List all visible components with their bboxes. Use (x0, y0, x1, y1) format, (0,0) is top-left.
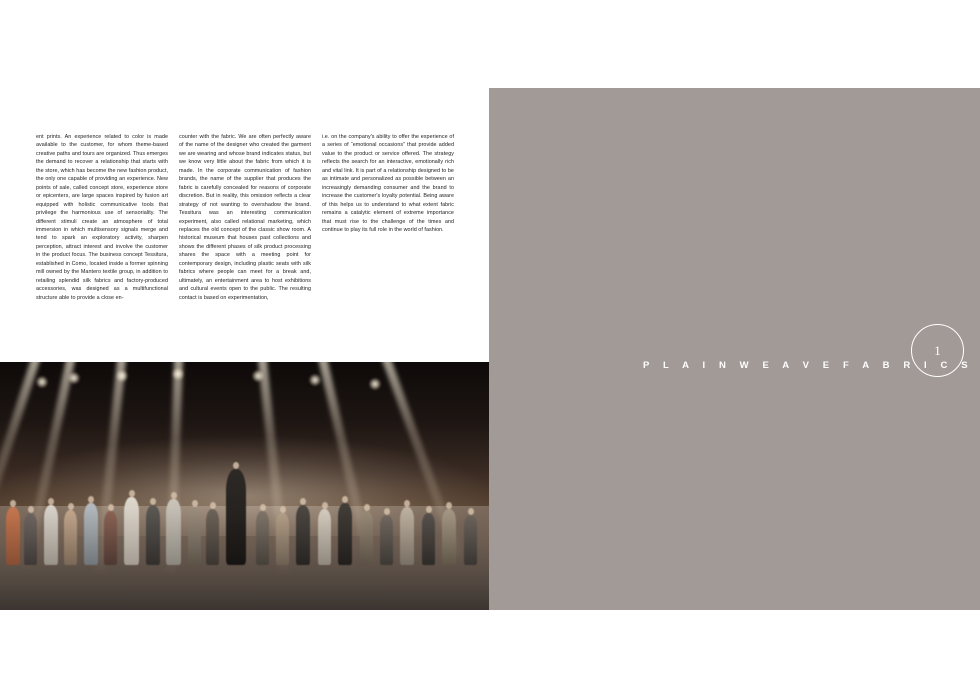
text-columns (36, 133, 454, 302)
right-panel-upper (489, 88, 980, 366)
figure (64, 510, 77, 565)
text-column-3 (322, 133, 454, 302)
figure (296, 505, 310, 565)
figure (422, 513, 435, 565)
figure (318, 509, 331, 565)
spotlight (68, 372, 80, 384)
figure (276, 513, 289, 565)
figure (166, 499, 181, 565)
spotlight (172, 368, 184, 380)
figure (464, 515, 477, 565)
spotlight (309, 374, 321, 386)
figure (24, 513, 37, 565)
spotlight (116, 370, 128, 382)
text-column-1 (36, 133, 168, 302)
spotlight (36, 376, 48, 388)
figure-center (226, 469, 246, 565)
figure (104, 511, 117, 565)
column-3-body: i.e. on the company's ability to offer the experience of a series of “emotional occasions” that provide added value to the product or service offered. The strategy reflects the search for an interactive, emotionally rich and vital link. It is part of a relationship designed to be as intimate and personalized as possible between an increasingly demanding consumer and the brand to increase the customer's loyalty potential. Being aware of this helps us to understand to what extent fabric remains a catalytic element of extreme importance that must rise to the challenge of the times and continue to play its full role in the world of fashion. (322, 134, 454, 233)
figure (256, 511, 269, 565)
figure (206, 509, 219, 565)
figure (124, 497, 139, 565)
figure (360, 511, 373, 565)
figure (442, 509, 456, 565)
figure (380, 515, 393, 565)
page-number: 1 (934, 342, 941, 358)
runway-show-photograph (0, 362, 489, 610)
spotlight (252, 370, 264, 382)
section-title: P L A I N W E A V E F A B R I C S (643, 360, 974, 371)
figure (84, 503, 98, 565)
spotlight (369, 378, 381, 390)
figure (400, 507, 414, 565)
figure (188, 507, 201, 565)
right-panel-lower (489, 366, 980, 610)
figure (146, 505, 160, 565)
column-2-body: counter with the fabric. We are often perfectly aware of the name of the designer who created the garment we are wearing and whose brand indicates status, but we know very little about the fabric from which it is made. In the corporate communication of fashion brands, the name of the supplier that produces the fabric is carefully concealed for reasons of corporate discretion. But in reality, this omission reflects a clear strategy of not wanting to overshadow the brand. Tessitura was an interesting communication experiment, also called relational marketing, which replaces the old concept of the classic show room. A historical museum that houses past collections and shows the different phases of silk product processing shares the space with a meeting point for contemporary design, including plastic seats with silk fabrics where people can meet for a break and, ultimately, an entertainment area to host exhibitions and cultural events open to the public. The resulting contact is based on experimentation, (179, 134, 311, 301)
figure (338, 503, 352, 565)
page-number-badge (911, 324, 964, 377)
column-1-body: ent prints. An experience related to color is made available to the customer, for whom theme-based creative paths and tours are organized. Thus emerges the demand to recover a relationship that starts with the store, which has become the new fashion product, the only one capable of providing an experience. New points of sale, called concept store, experience store or epicenters, are large spaces inspired by fusion art equipped with holistic communicative tools that privilege the harmonious use of sensoriality. The different stimuli create an atmosphere of total immersion in which multisensory signals merge and tend to spark an exploratory activity, sharpen perception, attract interest and involve the customer in the product focus. The business concept Tessitura, established in Como, located inside a former spinning mill owned by the Mantero textile group, in addition to retailing splendid silk fabrics and factory-produced accessories, was designed as a multifunctional structure able to provide a close en- (36, 134, 168, 301)
text-column-2 (179, 133, 311, 302)
figure (6, 507, 20, 565)
figure (44, 505, 58, 565)
